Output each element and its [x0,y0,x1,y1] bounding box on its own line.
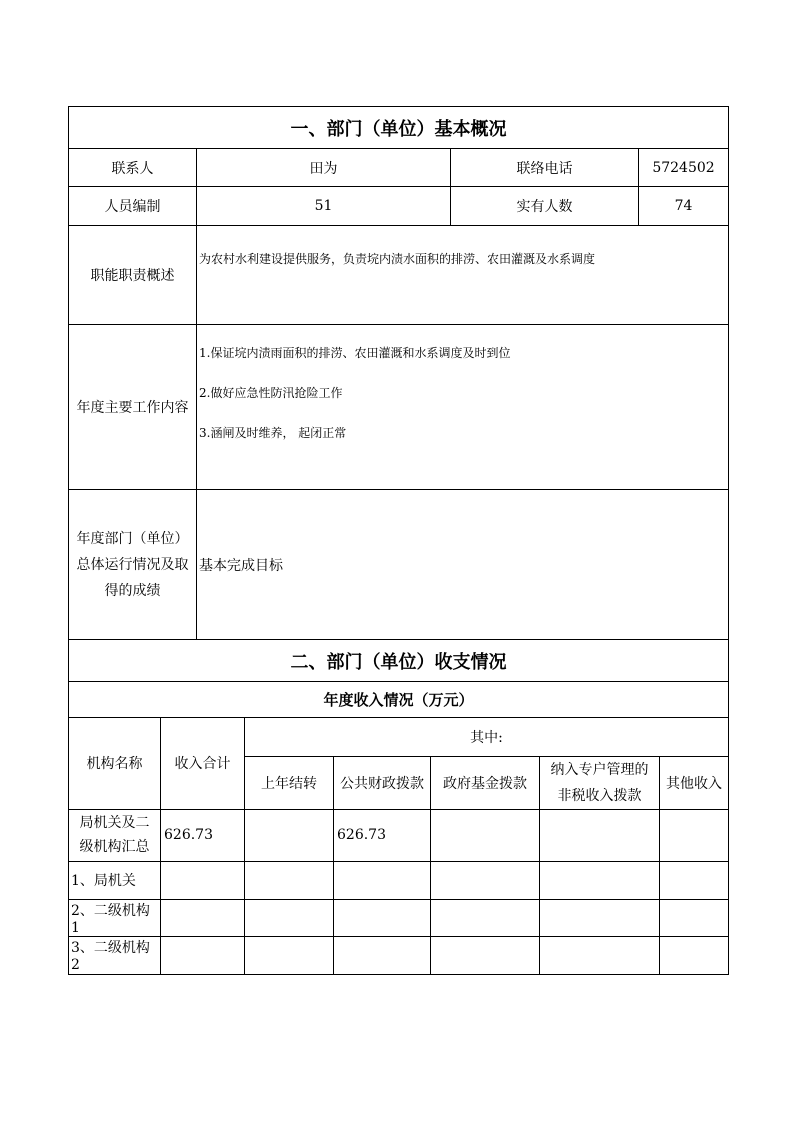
row-total: 626.73 [161,809,245,861]
row-public-finance [334,936,431,974]
work-items [197,325,729,490]
row-name: 3、二级机构 2 [69,936,161,974]
contact-label: 联系人 [69,149,197,187]
basic-info-table [68,106,729,718]
header-nontax-line: 非税收入拨款 [557,787,642,804]
report-sheet [68,106,728,975]
row-name-line: 局机关及二 [79,815,150,831]
row-gov-fund [431,899,540,936]
staff-quota-label: 人员编制 [69,187,197,226]
table-row [69,861,729,899]
header-public-finance: 公共财政拨款 [334,756,431,809]
row-other [660,899,729,936]
row-total [161,861,245,899]
section2-title: 二、部门（单位）收支情况 [69,640,729,682]
table-row [69,899,729,936]
row-carryover [245,936,334,974]
row-other [660,809,729,861]
row-name: 2、二级机构 1 [69,899,161,936]
row-nontax [540,861,660,899]
row-nontax [540,936,660,974]
table-row [69,809,729,861]
work-label: 年度主要工作内容 [69,325,197,490]
row-public-finance [334,899,431,936]
table-row [69,936,729,974]
header-gov-fund: 政府基金拨款 [431,756,540,809]
row-public-finance: 626.73 [334,809,431,861]
duties-label: 职能职责概述 [69,226,197,325]
actual-staff-label: 实有人数 [451,187,639,226]
work-item: 1.保证垸内渍雨面积的排涝、农田灌溉和水系调度及时到位 [199,346,511,360]
row-gov-fund [431,936,540,974]
work-item: 2.做好应急性防汛抢险工作 [199,386,343,400]
row-nontax [540,899,660,936]
row-nontax [540,809,660,861]
row-gov-fund [431,809,540,861]
work-item: 3.涵闸及时维养， 起闭正常 [199,426,347,440]
income-subtitle: 年度收入情况（万元） [69,682,729,718]
row-total [161,936,245,974]
header-other-income: 其他收入 [660,756,729,809]
row-name [69,809,161,861]
phone-value: 5724502 [639,149,729,187]
row-other [660,936,729,974]
duties-value: 为农村水利建设提供服务，负责垸内渍水面积的排涝、农田灌溉及水系调度 [197,226,729,325]
overall-label-line: 得的成绩 [104,582,161,599]
row-gov-fund [431,861,540,899]
header-org-name: 机构名称 [69,718,161,809]
row-name: 1、局机关 [69,861,161,899]
overall-label [69,490,197,640]
staff-quota-value: 51 [197,187,451,226]
row-name-line: 级机构汇总 [79,839,150,855]
row-other [660,861,729,899]
row-carryover [245,861,334,899]
overall-label-line: 年度部门（单位） [76,530,189,547]
overall-value: 基本完成目标 [197,490,729,640]
overall-label-line: 总体运行情况及取 [76,556,189,573]
header-of-which: 其中: [245,718,729,756]
row-carryover [245,899,334,936]
section1-title: 一、部门（单位）基本概况 [69,107,729,149]
row-carryover [245,809,334,861]
contact-value: 田为 [197,149,451,187]
actual-staff-value: 74 [639,187,729,226]
header-carryover: 上年结转 [245,756,334,809]
header-total-income: 收入合计 [161,718,245,809]
header-nontax-line: 纳入专户管理的 [550,761,649,778]
header-nontax [540,756,660,809]
row-total [161,899,245,936]
row-public-finance [334,861,431,899]
income-table [68,718,729,975]
phone-label: 联络电话 [451,149,639,187]
